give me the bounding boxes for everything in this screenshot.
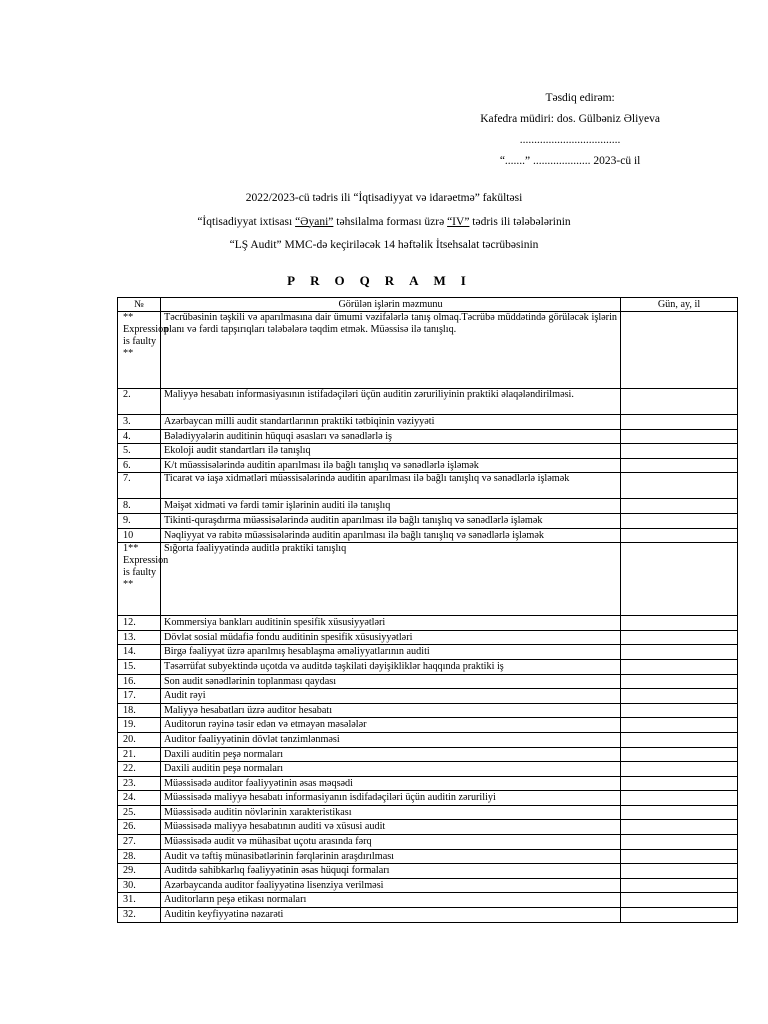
table-row [118, 878, 738, 893]
row-date [621, 718, 738, 733]
table-row [118, 429, 738, 444]
row-number: 16. [118, 674, 161, 689]
table-row [118, 893, 738, 908]
row-number: 29. [118, 864, 161, 879]
approval-date-line: “.......” .................... 2023-cü il [499, 155, 641, 167]
table-row [118, 762, 738, 777]
row-number: 12. [118, 616, 161, 631]
row-number: 13. [118, 630, 161, 645]
row-content: Audit və təftiş münasibətlərinin fərqlərinin araşdırılması [161, 849, 621, 864]
row-date [621, 674, 738, 689]
row-content: K/t müəssisələrində auditin aparılması ilə bağlı tanışlıq və sənədlərlə işləmək [161, 458, 621, 473]
row-date [621, 659, 738, 674]
row-date [621, 458, 738, 473]
table-row [118, 630, 738, 645]
row-content: Birgə fəaliyyət üzrə aparılmış hesablaşma əməliyyatlarının auditi [161, 645, 621, 660]
row-number: 26. [118, 820, 161, 835]
row-content: Audit rəyi [161, 689, 621, 704]
row-number: 9. [118, 513, 161, 528]
row-number: 31. [118, 893, 161, 908]
row-number: 23. [118, 776, 161, 791]
row-content: Ekoloji audit standartları ilə tanışlıq [161, 444, 621, 459]
row-date [621, 908, 738, 923]
row-date [621, 630, 738, 645]
table-row [118, 543, 738, 616]
table-row [118, 718, 738, 733]
row-date [621, 791, 738, 806]
row-content: Azərbaycanda auditor fəaliyyətinə lisenziya verilməsi [161, 878, 621, 893]
table-row [118, 732, 738, 747]
row-content: Təsərrüfat subyektində uçotda və auditdə təşkilati dəyişikliklər haqqında praktiki iş [161, 659, 621, 674]
row-date [621, 499, 738, 514]
row-content: Dövlət sosial müdafiə fondu auditinin spesifik xüsusiyyətləri [161, 630, 621, 645]
row-number: 15. [118, 659, 161, 674]
table-row [118, 776, 738, 791]
table-row [118, 389, 738, 415]
row-date [621, 473, 738, 499]
heading-line-3: “LŞ Audit” MMC-də keçiriləcək 14 həftəlik İtsehsalat təcrübəsinin [229, 239, 539, 251]
row-content: Azərbaycan milli audit standartlarının praktiki tətbiqinin vəziyyəti [161, 415, 621, 430]
approval-block [480, 88, 660, 172]
row-content: Daxili auditin peşə normaları [161, 747, 621, 762]
row-date [621, 429, 738, 444]
study-year: “IV” [447, 215, 470, 228]
heading-line-2-part-a: “İqtisadiyyat ixtisası [197, 215, 296, 228]
table-row [118, 835, 738, 850]
row-date [621, 543, 738, 616]
row-date [621, 616, 738, 631]
row-number: 2. [118, 389, 161, 415]
row-content: Maliyyə hesabatı informasiyasının istifadəçiləri üçün auditin zəruriliyinin praktiki əlaqələndirilməsi. [161, 389, 621, 415]
row-number: 6. [118, 458, 161, 473]
table-row [118, 499, 738, 514]
table-header-row [118, 298, 738, 312]
row-content: Son audit sənədlərinin toplanması qaydası [161, 674, 621, 689]
row-content: Müəssisədə maliyyə hesabatının auditi və xüsusi audit [161, 820, 621, 835]
table-row [118, 312, 738, 389]
table-row [118, 415, 738, 430]
row-number: 14. [118, 645, 161, 660]
row-date [621, 835, 738, 850]
table-row [118, 528, 738, 543]
table-row [118, 616, 738, 631]
row-content: Məişət xidməti və fərdi təmir işlərinin auditi ilə tanışlıq [161, 499, 621, 514]
row-content: Auditorun rəyinə təsir edən və etməyən məsələlər [161, 718, 621, 733]
heading-line-2-part-c: təhsilalma forması üzrə [333, 215, 448, 228]
row-number: 28. [118, 849, 161, 864]
table-row [118, 791, 738, 806]
row-content: Auditin keyfiyyətinə nəzarəti [161, 908, 621, 923]
row-content: Nəqliyyat və rabitə müəssisələrində auditin aparılması ilə bağlı tanışlıq və sənədlərlə işləmək [161, 528, 621, 543]
row-content: Müəssisədə auditin növlərinin xarakteristikası [161, 805, 621, 820]
table-row [118, 674, 738, 689]
row-content: Müəssisədə audit və mühasibat uçotu arasında fərq [161, 835, 621, 850]
row-content: Auditdə sahibkarlıq fəaliyyətinin əsas hüquqi formaları [161, 864, 621, 879]
approval-signature-line: ................................... [519, 134, 621, 146]
row-number: 10 [118, 528, 161, 543]
row-content: Tikinti-quraşdırma müəssisələrində auditin aparılması ilə bağlı tanışlıq və sənədlərlə işləmək [161, 513, 621, 528]
row-number: 5. [118, 444, 161, 459]
table-row [118, 805, 738, 820]
row-content: Sığorta fəaliyyətində auditlə praktiki tanışlıq [161, 543, 621, 616]
heading-line-2-part-e: tədris ili tələbələrinin [469, 215, 571, 228]
row-content: Təcrübəsinin təşkili və aparılmasına dair ümumi vəzifələrlə tanış olmaq.Təcrübə müddətində görüləcək işlərin planı və fərdi tapşırıqları tələbələrə təqdim etmək. Müəssisə ilə tanışlıq. [161, 312, 621, 389]
row-number: ** Expression is faulty ** [118, 312, 161, 389]
heading-line-1: 2022/2023-cü tədris ili “İqtisadiyyat və idarəetmə” fakültəsi [245, 192, 523, 204]
row-number: 4. [118, 429, 161, 444]
table-row [118, 659, 738, 674]
table-row [118, 849, 738, 864]
table-row [118, 444, 738, 459]
row-number: 3. [118, 415, 161, 430]
row-date [621, 513, 738, 528]
row-date [621, 762, 738, 777]
header-content: Görülən işlərin məzmunu [161, 298, 621, 312]
row-number: 17. [118, 689, 161, 704]
row-content: Daxili auditin peşə normaları [161, 762, 621, 777]
row-date [621, 312, 738, 389]
row-number: 21. [118, 747, 161, 762]
document-heading [0, 187, 768, 258]
table-row [118, 820, 738, 835]
row-number: 25. [118, 805, 161, 820]
program-title: PROQRAMI [287, 273, 481, 288]
approval-signatory: Kafedra müdiri: dos. Gülbəniz Əliyeva [480, 113, 660, 125]
row-content: Auditor fəaliyyətinin dövlət tənzimlənməsi [161, 732, 621, 747]
table-row [118, 864, 738, 879]
row-number: 18. [118, 703, 161, 718]
header-date: Gün, ay, il [621, 298, 738, 312]
row-content: Müəssisədə maliyyə hesabatı informasiyanın isdifadəçiləri üçün auditin zəruriliyi [161, 791, 621, 806]
row-content: Kommersiya bankları auditinin spesifik xüsusiyyətləri [161, 616, 621, 631]
row-date [621, 689, 738, 704]
table-row [118, 908, 738, 923]
row-date [621, 893, 738, 908]
row-number: 22. [118, 762, 161, 777]
row-number: 8. [118, 499, 161, 514]
row-content: Auditorların peşə etikası normaları [161, 893, 621, 908]
table-row [118, 747, 738, 762]
row-date [621, 849, 738, 864]
table-row [118, 473, 738, 499]
row-date [621, 747, 738, 762]
row-number: 1** Expression is faulty ** [118, 543, 161, 616]
row-number: 7. [118, 473, 161, 499]
program-table [117, 297, 738, 923]
row-number: 32. [118, 908, 161, 923]
row-date [621, 864, 738, 879]
row-content: Müəssisədə auditor fəaliyyətinin əsas məqsədi [161, 776, 621, 791]
row-number: 27. [118, 835, 161, 850]
table-row [118, 703, 738, 718]
row-content: Ticarət və iaşə xidmətləri müəssisələrində auditin aparılması ilə bağlı tanışlıq və sənədlərlə işləmək [161, 473, 621, 499]
row-content: Maliyyə hesabatları üzrə auditor hesabatı [161, 703, 621, 718]
row-number: 30. [118, 878, 161, 893]
row-number: 24. [118, 791, 161, 806]
row-date [621, 805, 738, 820]
row-date [621, 732, 738, 747]
row-date [621, 820, 738, 835]
row-number: 20. [118, 732, 161, 747]
row-date [621, 645, 738, 660]
row-number: 19. [118, 718, 161, 733]
study-form: “Əyani” [295, 215, 334, 228]
table-row [118, 513, 738, 528]
row-date [621, 444, 738, 459]
table-row [118, 458, 738, 473]
table-row [118, 689, 738, 704]
row-date [621, 878, 738, 893]
approval-title: Təsdiq edirəm: [545, 92, 615, 104]
heading-line-2 [0, 211, 768, 235]
row-date [621, 703, 738, 718]
row-date [621, 415, 738, 430]
table-row [118, 645, 738, 660]
row-content: Bələdiyyələrin auditinin hüquqi əsasları və sənədlərlə iş [161, 429, 621, 444]
row-date [621, 389, 738, 415]
row-date [621, 776, 738, 791]
row-date [621, 528, 738, 543]
header-number: № [118, 298, 161, 312]
